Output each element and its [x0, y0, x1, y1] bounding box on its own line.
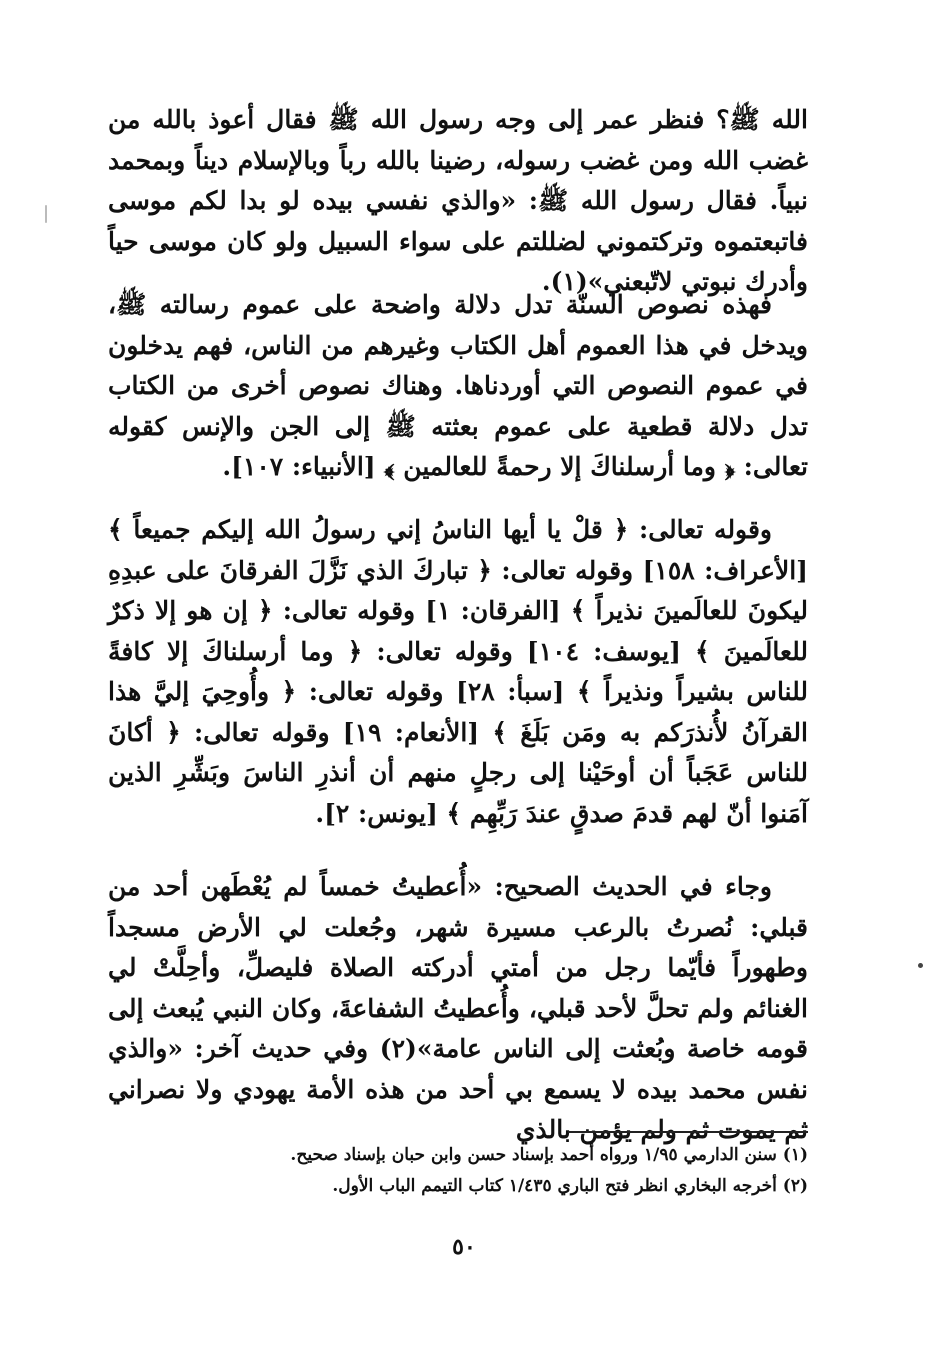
- footnote-divider: [568, 1131, 808, 1133]
- footnotes: [108, 1140, 808, 1202]
- paragraph-sunnah-texts: [108, 285, 808, 488]
- paragraph-quran-verses: [108, 510, 808, 834]
- paragraph-text: فهذه نصوص السنّة تدل دلالة واضحة على عموم رسالته ﷺ، ويدخل في هذا العموم أهل الكتاب وغيرهم من الناس، فهم يدخلون في عموم النصوص التي أوردناها. وهناك نصوص أخرى من الكتاب تدل دلالة قطعية على عموم بعثته ﷺ إلى الجن والإنس كقوله تعالى: ﴿ وما أرسلناكَ إلا رحمةً للعالمين ﴾ [الأنبياء: ١٠٧].: [108, 290, 808, 481]
- paragraph-text: الله ﷺ؟ فنظر عمر إلى وجه رسول الله ﷺ فقال أعوذ بالله من غضب الله ومن غضب رسوله، رضينا بالله رباً وبالإسلام ديناً وبمحمد نبياً. فقال رسول الله ﷺ: «والذي نفسي بيده لو بدا لكم موسى فاتبعتموه وتركتموني لضللتم على سواء السبيل ولو كان موسى حياً وأدرك نبوتي لاتّبعني»(١).: [108, 105, 808, 296]
- page-number: ٥٠: [452, 1234, 476, 1260]
- paragraph-continuation: [108, 100, 808, 303]
- paragraph-text: وقوله تعالى: ﴿ قلْ يا أيها الناسُ إني رسولُ الله إليكم جميعاً ﴾ [الأعراف: ١٥٨] وقوله تعالى: ﴿ تباركَ الذي نَزَّلَ الفرقانَ على عبدِهِ ليكونَ للعالَمينَ نذيراً ﴾ [الفرقان: ١] وقوله تعالى: ﴿ إن هو إلا ذكرٌ للعالَمينَ ﴾ [يوسف: ١٠٤] وقوله تعالى: ﴿ وما أرسلناكَ إلا كافةً للناس بشيراً ونذيراً ﴾ [سبأ: ٢٨] وقوله تعالى: ﴿ وأُوحِيَ إليَّ هذا القرآنُ لأُنذرَكم به ومَن بَلَغَ ﴾ [الأنعام: ١٩] وقوله تعالى: ﴿ أكانَ للناس عَجَباً أن أوحَيْنا إلى رجلٍ منهم أن أنذرِ الناسَ وبَشِّرِ الذين آمَنوا أنّ لهم قدمَ صدقٍ عندَ رَبِّهِم ﴾ [يونس: ٢].: [108, 515, 808, 828]
- paragraph-text: وجاء في الحديث الصحيح: «أُعطيتُ خمساً لم يُعْطَهن أحد من قبلي: نُصرتُ بالرعب مسيرة شهر، وجُعلت لي الأرض مسجداً وطهوراً فأيّما رجل من أمتي أدركته الصلاة فليصلِّ، وأحِلَّتْ لي الغنائم ولم تحلَّ لأحد قبلي، وأُعطيتُ الشفاعةَ، وكان النبي يُبعث إلى قومه خاصة وبُعثت إلى الناس عامة»(٢) وفي حديث آخر: «والذي نفس محمد بيده لا يسمع بي أحد من هذه الأمة يهودي ولا نصراني ثم يموت ثم ولم يؤمن بالذي: [108, 872, 808, 1144]
- footnote-1: (١) سنن الدارمي ١/٩٥ ورواه أحمد بإسناد حسن وابن حبان بإسناد صحيح.: [290, 1145, 808, 1165]
- scan-artifact: [918, 963, 923, 968]
- scan-artifact: [45, 205, 47, 223]
- paragraph-hadith: [108, 867, 808, 1151]
- footnote-2: (٢) أخرجه البخاري انظر فتح الباري ١/٤٣٥ كتاب التيمم الباب الأول.: [332, 1176, 808, 1196]
